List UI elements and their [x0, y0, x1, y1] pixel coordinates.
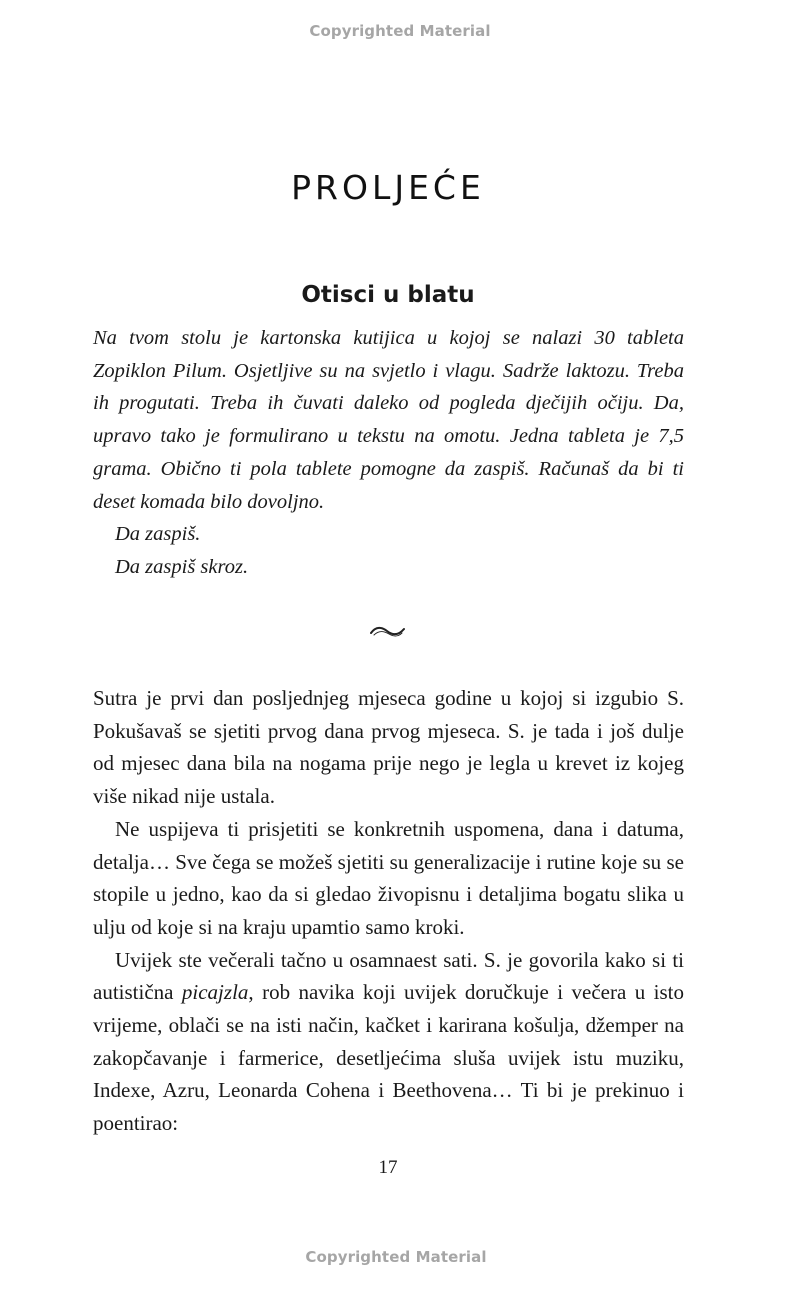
chapter-title: PROLJEĆE: [291, 168, 485, 208]
paragraph-text: Uvijek ste večerali tačno u osamnaest sati. S. je govorila kako si ti autistična: [93, 947, 684, 1005]
section-title: Otisci u blatu: [301, 282, 475, 309]
emphasized-word: picajzla: [181, 980, 249, 1005]
paragraph: Ne uspijeva ti prisjetiti se konkretnih uspomena, dana i datuma, detalja… Sve čega se možeš sjetiti su generalizacije i rutine koje su se stopile u jedno, kao da si gledao živopisnu i detaljima bogatu slika u ulju od koje si na kraju upamtio samo kroki.: [93, 816, 684, 939]
copyright-watermark-top: Copyrighted Material: [309, 22, 491, 40]
epigraph-paragraph: Na tvom stolu je kartonska kutijica u kojoj se nalazi 30 tableta Zopiklon Pilum. Osjetljive su na svjetlo i vlagu. Sadrže laktozu. Treba ih progutati. Treba ih čuvati daleko od pogleda dječijih očiju. Da, upravo tako je formulirano u tekstu na omotu. Jedna tableta je 7,5 grama. Obično ti pola tablete pomogne da zaspiš. Računaš da bi ti deset komada bilo dovoljno.: [93, 327, 684, 513]
copyright-watermark-bottom: Copyrighted Material: [305, 1248, 487, 1266]
epigraph-line: Da zaspiš skroz.: [115, 555, 249, 578]
body-text: [93, 682, 684, 1140]
epigraph: [93, 322, 684, 584]
paragraph: [93, 944, 684, 1140]
paragraph: Sutra je prvi dan posljednjeg mjeseca godine u kojoj si izgubio S. Pokušavaš se sjetiti prvog dana prvog mjeseca. S. je tada i još dulje od mjesec dana bila na nogama prije nego je legla u krevet iz kojeg više nikad nije ustala.: [93, 686, 684, 809]
page-number: 17: [378, 1157, 398, 1178]
tilde-swash-ornament-icon: [368, 620, 408, 642]
paragraph-text: , rob navika koji uvijek doručkuje i večera u isto vrijeme, oblači se na isti način, kačket i karirana košulja, džemper na zakopčavanje i farmerice, desetljećima sluša uvijek istu muziku, Indexe, Azru, Leonarda Cohena i Beethovena… Ti bi je prekinuo i poentirao:: [93, 980, 684, 1136]
epigraph-line: Da zaspiš.: [115, 523, 201, 546]
